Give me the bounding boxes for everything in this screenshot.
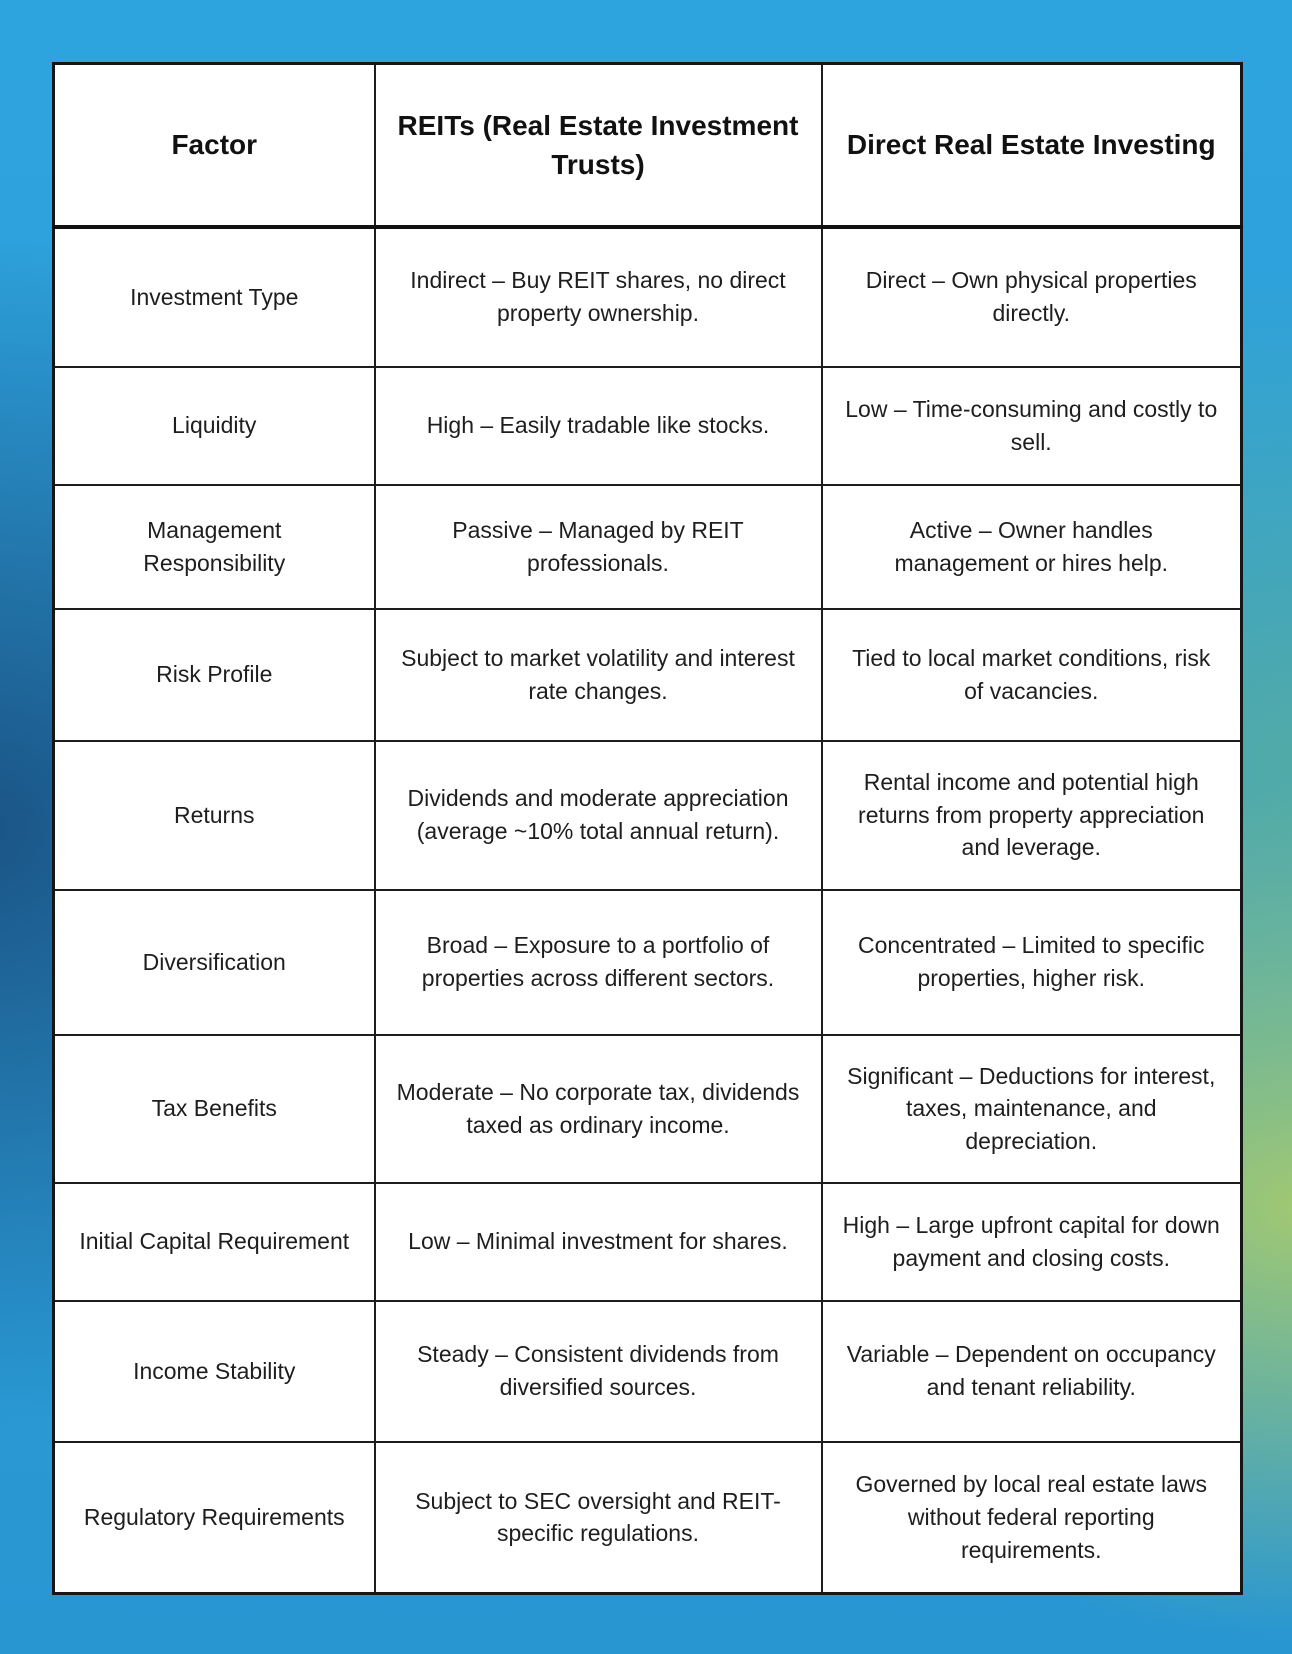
factor-cell: Regulatory Requirements — [54, 1442, 375, 1594]
table-row — [54, 741, 1242, 890]
reits-cell: Indirect – Buy REIT shares, no direct property ownership. — [375, 227, 822, 367]
reits-cell: Broad – Exposure to a portfolio of properties across different sectors. — [375, 890, 822, 1035]
direct-cell: Significant – Deductions for interest, taxes, maintenance, and depreciation. — [822, 1035, 1242, 1183]
direct-cell: Rental income and potential high returns from property appreciation and leverage. — [822, 741, 1242, 890]
table-row — [54, 609, 1242, 741]
direct-cell: Direct – Own physical properties directly. — [822, 227, 1242, 367]
reits-cell: Dividends and moderate appreciation (average ~10% total annual return). — [375, 741, 822, 890]
header-cell-direct: Direct Real Estate Investing — [822, 64, 1242, 227]
direct-cell: High – Large upfront capital for down payment and closing costs. — [822, 1183, 1242, 1301]
table-row — [54, 1183, 1242, 1301]
reits-cell: Passive – Managed by REIT professionals. — [375, 485, 822, 609]
direct-cell: Variable – Dependent on occupancy and tenant reliability. — [822, 1301, 1242, 1442]
factor-cell: Tax Benefits — [54, 1035, 375, 1183]
factor-cell: Initial Capital Requirement — [54, 1183, 375, 1301]
header-row — [54, 64, 1242, 227]
factor-cell: Diversification — [54, 890, 375, 1035]
factor-cell: Liquidity — [54, 367, 375, 485]
factor-cell: Management Responsibility — [54, 485, 375, 609]
header-cell-reits: REITs (Real Estate Investment Trusts) — [375, 64, 822, 227]
table-row — [54, 1035, 1242, 1183]
reits-cell: Steady – Consistent dividends from diversified sources. — [375, 1301, 822, 1442]
table-row — [54, 1301, 1242, 1442]
direct-cell: Concentrated – Limited to specific properties, higher risk. — [822, 890, 1242, 1035]
factor-cell: Income Stability — [54, 1301, 375, 1442]
header-cell-factor: Factor — [54, 64, 375, 227]
factor-cell: Risk Profile — [54, 609, 375, 741]
direct-cell: Governed by local real estate laws without federal reporting requirements. — [822, 1442, 1242, 1594]
direct-cell: Low – Time-consuming and costly to sell. — [822, 367, 1242, 485]
table-row — [54, 890, 1242, 1035]
factor-cell: Investment Type — [54, 227, 375, 367]
reits-cell: Moderate – No corporate tax, dividends taxed as ordinary income. — [375, 1035, 822, 1183]
direct-cell: Active – Owner handles management or hires help. — [822, 485, 1242, 609]
table-row — [54, 1442, 1242, 1594]
table-header — [54, 64, 1242, 227]
reits-cell: Subject to SEC oversight and REIT-specific regulations. — [375, 1442, 822, 1594]
factor-cell: Returns — [54, 741, 375, 890]
direct-cell: Tied to local market conditions, risk of vacancies. — [822, 609, 1242, 741]
table-body — [54, 227, 1242, 1594]
table-row — [54, 367, 1242, 485]
reits-cell: Subject to market volatility and interest rate changes. — [375, 609, 822, 741]
table-row — [54, 485, 1242, 609]
reits-cell: High – Easily tradable like stocks. — [375, 367, 822, 485]
reits-cell: Low – Minimal investment for shares. — [375, 1183, 822, 1301]
table-row — [54, 227, 1242, 367]
comparison-table — [52, 62, 1243, 1595]
